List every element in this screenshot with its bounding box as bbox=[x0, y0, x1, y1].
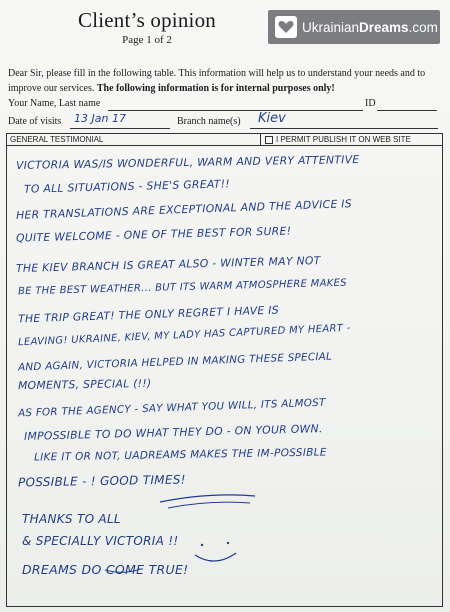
testimonial-line: MOMENTS, SPECIAL (!!) bbox=[17, 376, 152, 393]
testimonial-line: TO ALL SITUATIONS - SHE'S GREAT!! bbox=[23, 177, 231, 196]
testimonial-line: DREAMS DO COME TRUE! bbox=[22, 562, 189, 577]
date-value: 13 Jan 17 bbox=[74, 112, 126, 125]
ukrainiandreams-logo bbox=[268, 10, 440, 44]
testimonial-line: HER TRANSLATIONS ARE EXCEPTIONAL AND THE ADVICE IS bbox=[15, 197, 353, 222]
intro-paragraph bbox=[8, 66, 442, 96]
testimonial-line: AND AGAIN, VICTORIA HELPED IN MAKING THESE SPECIAL bbox=[17, 350, 333, 374]
intro-text: Dear Sir, please fill in the following table. This information will help us to understand your needs and to improve our services. bbox=[8, 68, 426, 94]
intro-bold-notice: The following information is for internal purposes only! bbox=[96, 83, 335, 94]
date-field-row bbox=[8, 116, 61, 127]
publish-permission bbox=[261, 134, 442, 145]
testimonial-line: THE KIEV BRANCH IS GREAT ALSO - WINTER MAY NOT bbox=[15, 254, 321, 275]
id-field-row bbox=[365, 98, 376, 109]
date-label: Date of visits bbox=[8, 116, 62, 127]
testimonial-line: & SPECIALLY VICTORIA !! bbox=[22, 534, 179, 548]
testimonial-line: AS FOR THE AGENCY - SAY WHAT YOU WILL, ITS ALMOST bbox=[17, 396, 326, 420]
name-field-row bbox=[8, 98, 100, 109]
publish-permission-label: I PERMIT PUBLISH IT ON WEB SITE bbox=[276, 135, 411, 144]
branch-label: Branch name(s) bbox=[177, 116, 241, 127]
testimonial-line: IMPOSSIBLE TO DO WHAT THEY DO - ON YOUR OWN. bbox=[23, 422, 323, 443]
name-label: Your Name, Last name bbox=[8, 98, 101, 109]
testimonial-header-title: GENERAL TESTIMONIAL bbox=[7, 134, 261, 145]
date-field[interactable] bbox=[70, 128, 170, 129]
testimonial-header bbox=[7, 134, 442, 146]
logo-brand-bold: Dreams bbox=[359, 19, 409, 35]
branch-field-row bbox=[177, 116, 241, 127]
branch-field[interactable] bbox=[250, 128, 438, 129]
logo-domain: .com bbox=[408, 19, 438, 35]
name-field[interactable] bbox=[108, 110, 363, 111]
page-indicator: Page 1 of 2 bbox=[122, 34, 172, 46]
testimonial-line: THANKS TO ALL bbox=[22, 512, 121, 526]
testimonial-line: LIKE IT OR NOT, UADREAMS MAKES THE IM-POSSIBLE bbox=[33, 446, 327, 464]
id-field[interactable] bbox=[377, 110, 437, 111]
id-label: ID bbox=[365, 98, 376, 109]
testimonial-line: LEAVING! UKRAINE, KIEV, MY LADY HAS CAPTURED MY HEART - bbox=[17, 322, 351, 349]
testimonial-line: BE THE BEST WEATHER... BUT ITS WARM ATMOSPHERE MAKES bbox=[17, 277, 348, 298]
testimonial-line: VICTORIA WAS/IS WONDERFUL, WARM AND VERY ATTENTIVE bbox=[15, 153, 360, 172]
testimonial-line: THE TRIP GREAT! THE ONLY REGRET I HAVE IS bbox=[17, 303, 280, 326]
testimonial-line: QUITE WELCOME - ONE OF THE BEST FOR SURE! bbox=[15, 224, 292, 245]
testimonial-line: POSSIBLE - ! GOOD TIMES! bbox=[17, 472, 186, 490]
heart-icon bbox=[275, 16, 297, 38]
logo-brand-light: Ukrainian bbox=[302, 19, 360, 35]
branch-value: Kiev bbox=[258, 111, 286, 126]
form-title: Client’s opinion bbox=[78, 8, 216, 32]
publish-checkbox[interactable] bbox=[265, 136, 273, 144]
